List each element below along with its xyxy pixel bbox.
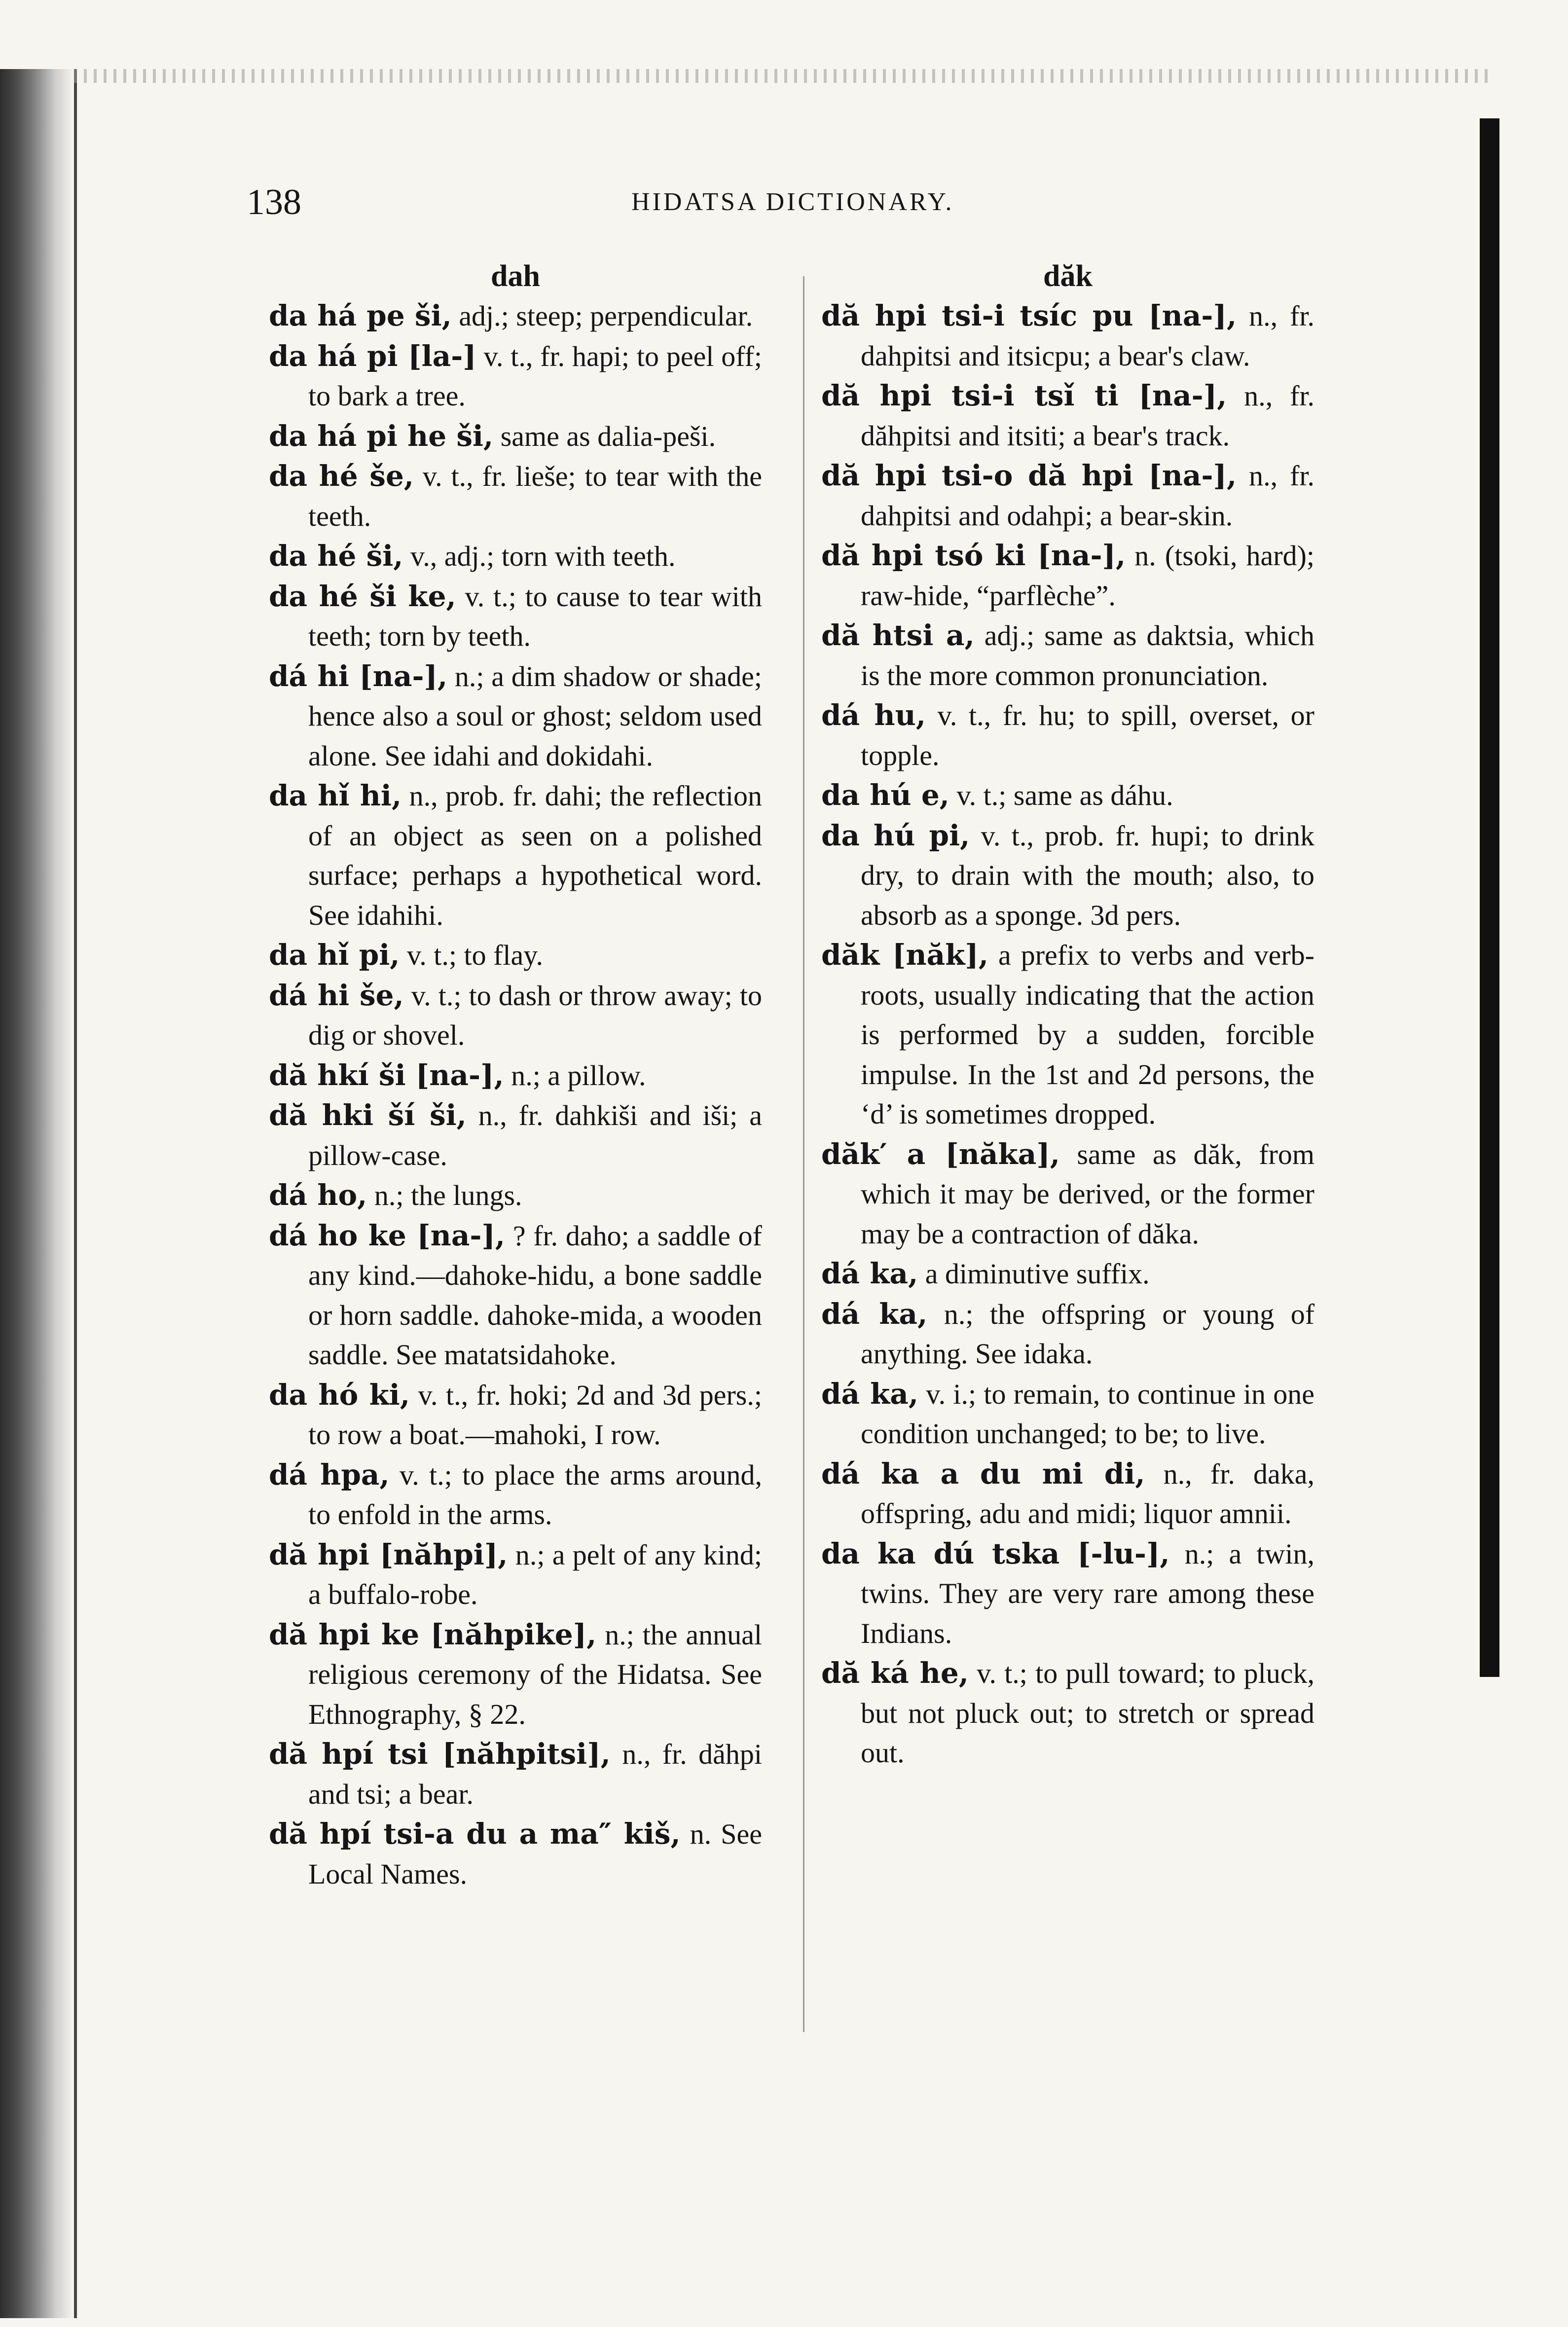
entry-headword: dăk′ a [năka],: [821, 1137, 1060, 1171]
dictionary-entry: [269, 656, 762, 776]
entry-definition: v. t.; same as dáhu.: [956, 779, 1173, 811]
dictionary-entry: [821, 1454, 1314, 1534]
dictionary-entry: [269, 577, 762, 656]
page-top-edge: [74, 69, 1495, 83]
entry-headword: dă hpí tsi-a du a ma″ kiš,: [269, 1817, 681, 1851]
left-entries: [269, 296, 762, 1894]
entry-definition: v. t., fr. hu; to spill, overset, or topple.: [861, 699, 1314, 771]
entry-definition: v. t., fr. hapi; to peel off; to bark a tree.: [308, 340, 762, 412]
entry-headword: da hé še,: [269, 459, 414, 493]
entry-definition: ? fr. daho; a saddle of any kind.—dahoke-hidu, a bone saddle or horn saddle. dahoke-mida, a wooden saddle. See matatsidahoke.: [308, 1219, 763, 1371]
entry-headword: dă htsi a,: [821, 618, 975, 652]
entry-headword: dá hu,: [821, 698, 926, 732]
book-binding-shadow: [0, 69, 74, 2318]
entry-headword: dăk [năk],: [821, 938, 989, 972]
entry-headword: dă hpi ke [năhpike],: [269, 1617, 597, 1651]
entry-headword: dă hkí ši [na-],: [269, 1058, 504, 1092]
entry-headword: dá ka a du mi di,: [821, 1456, 1145, 1491]
entry-headword: da hé ši ke,: [269, 579, 456, 613]
dictionary-entry: [269, 1175, 762, 1216]
dictionary-entry: [269, 1814, 762, 1894]
entry-definition: v. t.; to place the arms around, to enfold in the arms.: [308, 1458, 763, 1530]
entry-headword: dă hpi tsi-i tsíc pu [na-],: [821, 299, 1237, 332]
entry-headword: da hǐ hi,: [269, 779, 402, 812]
dictionary-entry: [269, 935, 762, 976]
entry-definition: adj.; same as daktsia, which is the more common pronunciation.: [861, 619, 1314, 691]
entry-headword: da há pe ši,: [269, 299, 452, 332]
entry-definition: n., fr. dahkiši and iši; a pillow-case.: [308, 1099, 763, 1171]
entry-headword: da hó ki,: [269, 1378, 410, 1412]
entry-definition: n.; a dim shadow or shade; hence also a soul or ghost; seldom used alone. See idahi and dokidahi.: [308, 660, 763, 772]
entry-definition: n.; the annual religious ceremony of the Hidatsa. See Ethnography, § 22.: [308, 1618, 763, 1730]
dictionary-entry: [269, 976, 762, 1055]
dictionary-entry: [821, 456, 1314, 536]
entry-definition: n., fr. dăhpi and tsi; a bear.: [308, 1738, 762, 1810]
entry-definition: v. t.; to cause to tear with teeth; torn by teeth.: [308, 580, 762, 652]
entry-headword: dá ka,: [821, 1377, 919, 1411]
entry-headword: dá ka,: [821, 1297, 928, 1331]
entry-headword: da hé ši,: [269, 539, 403, 573]
entry-headword: dă hpi tsi-o dă hpi [na-],: [821, 459, 1237, 492]
left-column: [269, 256, 762, 1894]
entry-headword: dá hi še,: [269, 978, 404, 1012]
dictionary-entry: [269, 1535, 762, 1615]
entry-headword: dá ho,: [269, 1178, 367, 1212]
dictionary-entry: [269, 776, 762, 935]
entry-definition: n.; the offspring or young of anything. See idaka.: [861, 1298, 1315, 1370]
dictionary-entry: [821, 1294, 1314, 1374]
entry-definition: v. t.; to pull toward; to pluck, but not pluck out; to stretch or spread out.: [861, 1657, 1315, 1769]
entry-headword: dă hpi tsi-i tsǐ ti [na-],: [821, 379, 1227, 412]
entry-headword: dá ho ke [na-],: [269, 1218, 506, 1252]
right-entries: [821, 296, 1314, 1773]
entry-definition: n. (tsoki, hard); raw-hide, “parflèche”.: [861, 540, 1315, 612]
entry-definition: n., fr. dahpitsi and itsicpu; a bear's claw.: [861, 300, 1315, 372]
entry-definition: n., fr. dăhpitsi and itsiti; a bear's track.: [861, 380, 1315, 452]
right-column: [821, 256, 1314, 1773]
entry-headword: da há pi [la-]: [269, 339, 476, 373]
dictionary-entry: [269, 1055, 762, 1096]
dictionary-entry: [269, 1216, 762, 1375]
dictionary-entry: [821, 935, 1314, 1134]
entry-headword: dá hi [na-],: [269, 659, 448, 693]
dictionary-entry: [269, 536, 762, 577]
entry-definition: n., prob. fr. dahi; the reflection of an object as seen on a polished surface; perhaps a hypothetical word. See idahihi.: [308, 780, 762, 931]
entry-definition: n.; a twin, twins. They are very rare among these Indians.: [861, 1537, 1314, 1649]
dictionary-entry: [821, 1374, 1314, 1454]
right-edge-bar: [1480, 118, 1499, 1677]
entry-headword: da hǐ pi,: [269, 938, 400, 972]
running-head: HIDATSA DICTIONARY.: [631, 188, 954, 216]
entry-definition: v., adj.; torn with teeth.: [410, 540, 676, 572]
entry-definition: adj.; steep; perpendicular.: [459, 300, 753, 332]
dictionary-entry: [269, 416, 762, 457]
dictionary-entry: [821, 536, 1314, 616]
dictionary-entry: [269, 1734, 762, 1814]
entry-definition: n.; a pillow.: [511, 1059, 646, 1091]
entry-definition: n., fr. dahpitsi and odahpi; a bear-skin.: [861, 460, 1314, 532]
page-header: [247, 182, 954, 226]
binding-edge-line: [74, 69, 77, 2318]
dictionary-entry: [269, 336, 762, 416]
dictionary-entry: [821, 695, 1314, 775]
dictionary-entry: [269, 1455, 762, 1535]
entry-headword: da há pi he ši,: [269, 419, 494, 453]
entry-definition: n.; a pelt of any kind; a buffalo-robe.: [308, 1538, 762, 1610]
entry-headword: da hú e,: [821, 778, 949, 812]
entry-definition: a prefix to verbs and verb-roots, usually indicating that the action is performed by a sudden, forcible impulse. In the 1st and 2d persons, the ‘d’ is sometimes dropped.: [861, 939, 1314, 1130]
entry-headword: dă hpi tsó ki [na-],: [821, 539, 1126, 572]
dictionary-entry: [821, 775, 1314, 816]
entry-headword: dă hpi [năhpi],: [269, 1537, 508, 1571]
entry-headword: da hú pi,: [821, 818, 970, 852]
entry-definition: v. t., prob. fr. hupi; to drink dry, to drain with the mouth; also, to absorb as a sponge. 3d pers.: [861, 819, 1315, 931]
dictionary-entry: [269, 1615, 762, 1735]
column-divider: [803, 276, 804, 2032]
entry-definition: v. t.; to dash or throw away; to dig or shovel.: [308, 979, 762, 1051]
entry-headword: da ka dú tska [-lu-],: [821, 1536, 1170, 1570]
entry-definition: v. i.; to remain, to continue in one condition unchanged; to be; to live.: [861, 1378, 1315, 1450]
entry-headword: dă hki ší ši,: [269, 1098, 467, 1132]
entry-definition: same as dalia-peši.: [500, 420, 716, 452]
guide-word-right: dăk: [1043, 259, 1093, 293]
dictionary-entry: [821, 296, 1314, 376]
guide-word-left: dah: [491, 259, 540, 293]
entry-definition: n. See Local Names.: [308, 1818, 763, 1890]
dictionary-entry: [821, 616, 1314, 695]
entry-definition: v. t.; to flay.: [407, 939, 543, 971]
dictionary-entry: [821, 1653, 1314, 1773]
dictionary-entry: [821, 1534, 1314, 1654]
dictionary-entry: [269, 1095, 762, 1175]
entry-definition: v. t., fr. hoki; 2d and 3d pers.; to row a boat.—mahoki, I row.: [308, 1379, 762, 1451]
entry-definition: same as dăk, from which it may be derived, or the former may be a contraction of dăka.: [861, 1138, 1314, 1250]
entry-definition: v. t., fr. lieše; to tear with the teeth.: [308, 460, 763, 532]
entry-headword: dá hpa,: [269, 1457, 390, 1491]
entry-headword: dă ká he,: [821, 1656, 969, 1690]
page-number: 138: [247, 182, 301, 222]
dictionary-entry: [269, 456, 762, 536]
dictionary-entry: [269, 296, 762, 336]
entry-definition: a diminutive suffix.: [925, 1258, 1150, 1290]
dictionary-entry: [269, 1375, 762, 1455]
entry-definition: n., fr. daka, offspring, adu and midi; liquor amnii.: [861, 1457, 1315, 1529]
dictionary-entry: [821, 1254, 1314, 1294]
dictionary-entry: [821, 376, 1314, 456]
entry-definition: n.; the lungs.: [374, 1179, 522, 1211]
entry-headword: dá ka,: [821, 1257, 918, 1290]
dictionary-entry: [821, 1134, 1314, 1254]
entry-headword: dă hpí tsi [năhpitsi],: [269, 1737, 611, 1771]
dictionary-entry: [821, 816, 1314, 936]
